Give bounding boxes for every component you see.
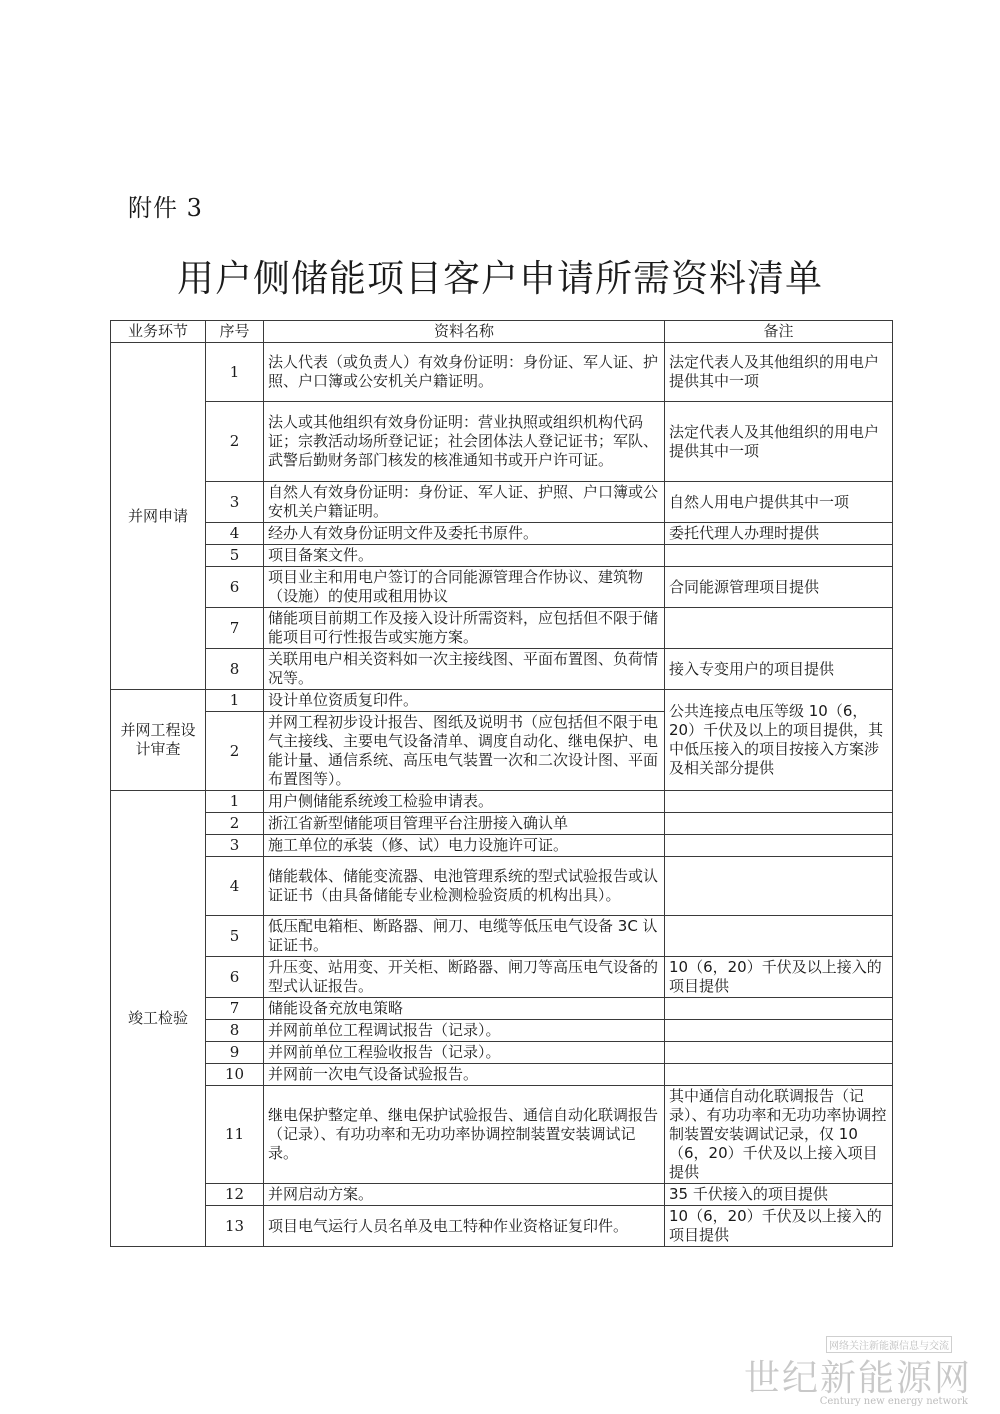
remark-cell bbox=[665, 608, 893, 649]
row-number: 2 bbox=[206, 813, 264, 835]
row-number: 2 bbox=[206, 712, 264, 791]
table-row bbox=[111, 649, 893, 690]
row-number: 5 bbox=[206, 545, 264, 567]
table-row bbox=[111, 690, 893, 712]
table-row bbox=[111, 343, 893, 402]
table-row bbox=[111, 791, 893, 813]
header-number: 序号 bbox=[206, 321, 264, 343]
table-row bbox=[111, 567, 893, 608]
material-name: 并网前单位工程验收报告（记录）。 bbox=[264, 1042, 665, 1064]
remark-cell bbox=[665, 545, 893, 567]
material-name: 储能设备充放电策略 bbox=[264, 998, 665, 1020]
material-name: 用户侧储能系统竣工检验申请表。 bbox=[264, 791, 665, 813]
row-number: 8 bbox=[206, 649, 264, 690]
material-name: 并网前单位工程调试报告（记录）。 bbox=[264, 1020, 665, 1042]
row-number: 1 bbox=[206, 690, 264, 712]
table-row bbox=[111, 402, 893, 482]
material-name: 并网工程初步设计报告、图纸及说明书（应包括但不限于电气主接线、主要电气设备清单、调度自动化、继电保护、电能计量、通信系统、高压电气装置一次和二次设计图、平面布置图等）。 bbox=[264, 712, 665, 791]
remark-cell: 10（6，20）千伏及以上接入的项目提供 bbox=[665, 957, 893, 998]
table-row bbox=[111, 523, 893, 545]
table-row bbox=[111, 545, 893, 567]
remark-cell bbox=[665, 857, 893, 916]
remark-cell bbox=[665, 835, 893, 857]
material-name: 法人或其他组织有效身份证明：营业执照或组织机构代码证；宗教活动场所登记证；社会团体法人登记证书；军队、武警后勤财务部门核发的核准通知书或开户许可证。 bbox=[264, 402, 665, 482]
row-number: 10 bbox=[206, 1064, 264, 1086]
table-row bbox=[111, 482, 893, 523]
remark-cell bbox=[665, 916, 893, 957]
watermark-logo-text: 世纪新能源网 bbox=[743, 1358, 972, 1399]
remark-cell: 其中通信自动化联调报告（记录）、有功功率和无功功率协调控制装置安装调试记录，仅 10（6，20）千伏及以上接入项目提供 bbox=[665, 1086, 893, 1184]
table-row bbox=[111, 1064, 893, 1086]
row-number: 7 bbox=[206, 998, 264, 1020]
remark-cell bbox=[665, 791, 893, 813]
row-number: 1 bbox=[206, 791, 264, 813]
material-name: 施工单位的承装（修、试）电力设施许可证。 bbox=[264, 835, 665, 857]
watermark-subtitle: 网络关注新能源信息与交流 bbox=[826, 1336, 952, 1353]
row-number: 12 bbox=[206, 1184, 264, 1206]
remark-cell: 35 千伏接入的项目提供 bbox=[665, 1184, 893, 1206]
remark-cell: 法定代表人及其他组织的用电户提供其中一项 bbox=[665, 402, 893, 482]
material-name: 并网前一次电气设备试验报告。 bbox=[264, 1064, 665, 1086]
materials-table bbox=[110, 320, 893, 1247]
table-row bbox=[111, 813, 893, 835]
material-name: 设计单位资质复印件。 bbox=[264, 690, 665, 712]
stage-cell: 并网申请 bbox=[111, 343, 206, 690]
material-name: 并网启动方案。 bbox=[264, 1184, 665, 1206]
remark-cell: 接入专变用户的项目提供 bbox=[665, 649, 893, 690]
table-row bbox=[111, 608, 893, 649]
row-number: 3 bbox=[206, 482, 264, 523]
remark-cell: 合同能源管理项目提供 bbox=[665, 567, 893, 608]
remark-cell: 法定代表人及其他组织的用电户提供其中一项 bbox=[665, 343, 893, 402]
row-number: 3 bbox=[206, 835, 264, 857]
row-number: 9 bbox=[206, 1042, 264, 1064]
material-name: 关联用电户相关资料如一次主接线图、平面布置图、负荷情况等。 bbox=[264, 649, 665, 690]
row-number: 13 bbox=[206, 1206, 264, 1247]
header-remarks: 备注 bbox=[665, 321, 893, 343]
remark-cell: 公共连接点电压等级 10（6，20）千伏及以上的项目提供，其中低压接入的项目按接入方案涉及相关部分提供 bbox=[665, 690, 893, 791]
table-row bbox=[111, 957, 893, 998]
row-number: 8 bbox=[206, 1020, 264, 1042]
table-row bbox=[111, 1042, 893, 1064]
remark-cell: 10（6，20）千伏及以上接入的项目提供 bbox=[665, 1206, 893, 1247]
table-row bbox=[111, 1020, 893, 1042]
material-name: 继电保护整定单、继电保护试验报告、通信自动化联调报告（记录）、有功功率和无功功率协调控制装置安装调试记录。 bbox=[264, 1086, 665, 1184]
table-row bbox=[111, 1206, 893, 1247]
row-number: 4 bbox=[206, 523, 264, 545]
table-header-row bbox=[111, 321, 893, 343]
row-number: 6 bbox=[206, 957, 264, 998]
stage-cell: 并网工程设计审查 bbox=[111, 690, 206, 791]
remark-cell: 委托代理人办理时提供 bbox=[665, 523, 893, 545]
stage-cell: 竣工检验 bbox=[111, 791, 206, 1247]
attachment-label: 附件 3 bbox=[128, 194, 203, 222]
remark-cell: 自然人用电户提供其中一项 bbox=[665, 482, 893, 523]
material-name: 项目电气运行人员名单及电工特种作业资格证复印件。 bbox=[264, 1206, 665, 1247]
table-row bbox=[111, 1086, 893, 1184]
material-name: 经办人有效身份证明文件及委托书原件。 bbox=[264, 523, 665, 545]
header-material-name: 资料名称 bbox=[264, 321, 665, 343]
row-number: 2 bbox=[206, 402, 264, 482]
material-name: 低压配电箱柜、断路器、闸刀、电缆等低压电气设备 3C 认证证书。 bbox=[264, 916, 665, 957]
remark-cell bbox=[665, 813, 893, 835]
row-number: 1 bbox=[206, 343, 264, 402]
row-number: 7 bbox=[206, 608, 264, 649]
row-number: 4 bbox=[206, 857, 264, 916]
row-number: 5 bbox=[206, 916, 264, 957]
material-name: 法人代表（或负责人）有效身份证明：身份证、军人证、护照、户口簿或公安机关户籍证明。 bbox=[264, 343, 665, 402]
material-name: 项目备案文件。 bbox=[264, 545, 665, 567]
table-row bbox=[111, 1184, 893, 1206]
remark-cell bbox=[665, 1020, 893, 1042]
material-name: 储能项目前期工作及接入设计所需资料，应包括但不限于储能项目可行性报告或实施方案。 bbox=[264, 608, 665, 649]
material-name: 升压变、站用变、开关柜、断路器、闸刀等高压电气设备的型式认证报告。 bbox=[264, 957, 665, 998]
row-number: 6 bbox=[206, 567, 264, 608]
material-name: 项目业主和用电户签订的合同能源管理合作协议、建筑物（设施）的使用或租用协议 bbox=[264, 567, 665, 608]
material-name: 储能载体、储能变流器、电池管理系统的型式试验报告或认证证书（由具备储能专业检测检验资质的机构出具）。 bbox=[264, 857, 665, 916]
document-title: 用户侧储能项目客户申请所需资料清单 bbox=[177, 257, 823, 300]
remark-cell bbox=[665, 1042, 893, 1064]
material-name: 自然人有效身份证明：身份证、军人证、护照、户口簿或公安机关户籍证明。 bbox=[264, 482, 665, 523]
table-row bbox=[111, 835, 893, 857]
row-number: 11 bbox=[206, 1086, 264, 1184]
watermark-english: Century new energy network bbox=[819, 1396, 968, 1407]
remark-cell bbox=[665, 1064, 893, 1086]
table-row bbox=[111, 998, 893, 1020]
table-row bbox=[111, 916, 893, 957]
header-stage: 业务环节 bbox=[111, 321, 206, 343]
material-name: 浙江省新型储能项目管理平台注册接入确认单 bbox=[264, 813, 665, 835]
remark-cell bbox=[665, 998, 893, 1020]
table-row bbox=[111, 857, 893, 916]
